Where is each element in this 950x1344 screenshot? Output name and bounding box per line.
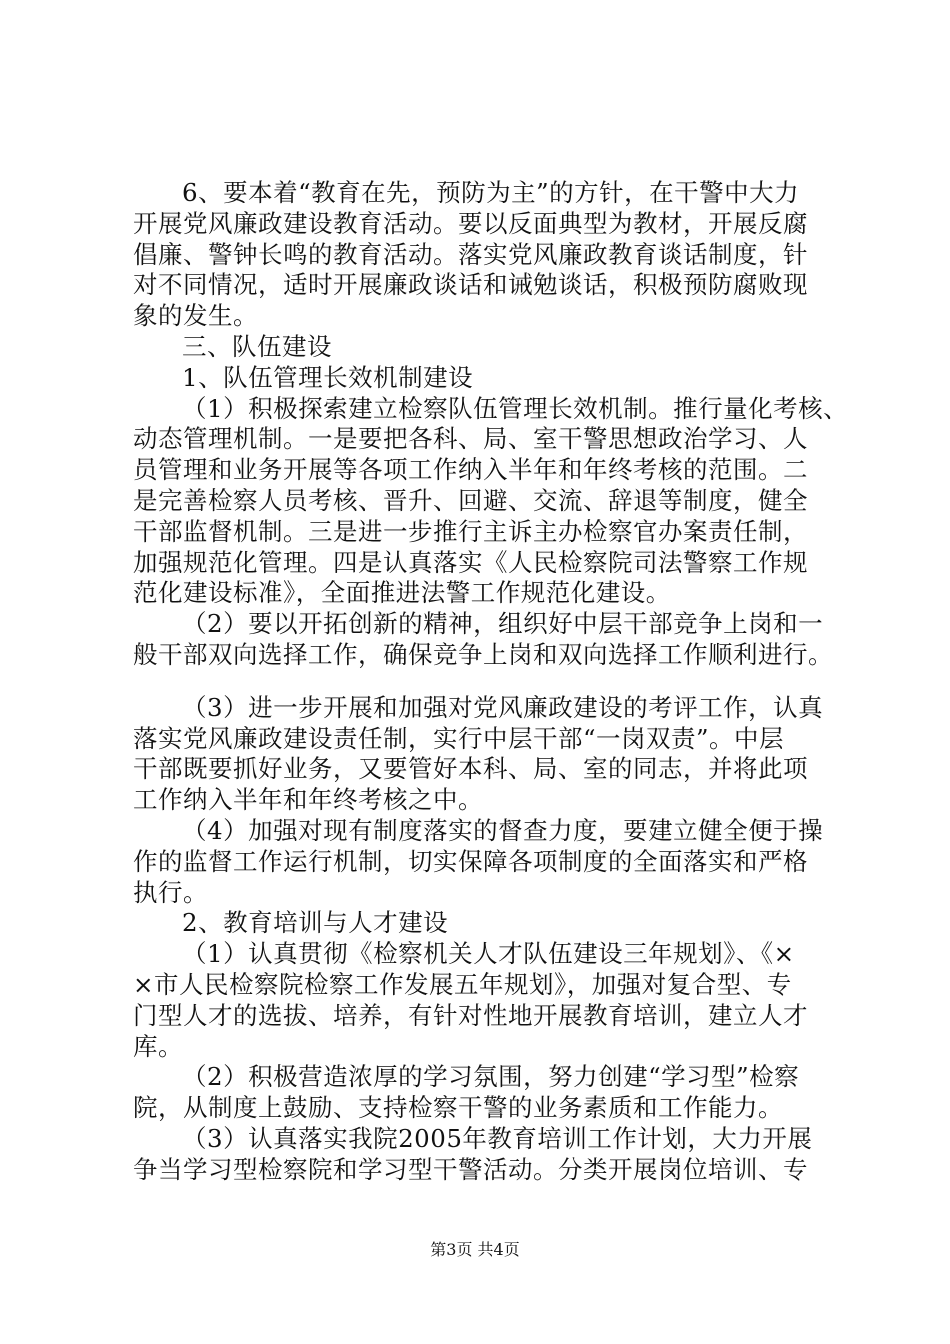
- page-footer: 第3页 共4页: [430, 1240, 520, 1259]
- text-line: （4）加强对现有制度落实的督查力度，要建立健全便于操: [182, 815, 824, 845]
- text-line: 般干部双向选择工作，确保竞争上岗和双向选择工作顺利进行。: [133, 639, 833, 669]
- text-line: ×市人民检察院检察工作发展五年规划》，加强对复合型、专: [133, 969, 792, 999]
- text-line: 落实党风廉政建设责任制，实行中层干部“一岗双责”。中层: [133, 723, 785, 753]
- text-line: 院，从制度上鼓励、支持检察干警的业务素质和工作能力。: [133, 1093, 783, 1123]
- text-line: 争当学习型检察院和学习型干警活动。分类开展岗位培训、专: [133, 1154, 808, 1184]
- text-line: 1、队伍管理长效机制建设: [182, 362, 474, 392]
- text-line: 作的监督工作运行机制，切实保障各项制度的全面落实和严格: [133, 846, 808, 876]
- text-line: 加强规范化管理。四是认真落实《人民检察院司法警察工作规: [133, 547, 808, 577]
- text-line: （3）进一步开展和加强对党风廉政建设的考评工作，认真: [182, 692, 824, 722]
- text-line: （2）要以开拓创新的精神，组织好中层干部竞争上岗和一: [182, 609, 824, 639]
- text-line: （2）积极营造浓厚的学习氛围，努力创建“学习型”检察: [182, 1062, 800, 1092]
- text-line: 是完善检察人员考核、晋升、回避、交流、辞退等制度，健全: [133, 485, 808, 515]
- text-line: 门型人才的选拔、培养，有针对性地开展教育培训，建立人才: [133, 1000, 808, 1030]
- text-line: 6、要本着“教育在先，预防为主”的方针，在干警中大力: [182, 178, 800, 207]
- text-line: 员管理和业务开展等各项工作纳入半年和年终考核的范围。二: [133, 455, 808, 485]
- text-line: 范化建设标准》，全面推进法警工作规范化建设。: [133, 578, 671, 608]
- text-line: 库。: [133, 1031, 183, 1061]
- text-line: （3）认真落实我院2005年教育培训工作计划，大力开展: [182, 1123, 813, 1153]
- text-line: 开展党风廉政建设教育活动。要以反面典型为教材，开展反腐: [133, 208, 808, 238]
- text-line: 动态管理机制。一是要把各科、局、室干警思想政治学习、人: [133, 424, 808, 454]
- text-line: 倡廉、警钟长鸣的教育活动。落实党风廉政教育谈话制度，针: [133, 239, 808, 269]
- text-line: 对不同情况，适时开展廉政谈话和诫勉谈话，积极预防腐败现: [133, 270, 808, 300]
- text-line: 执行。: [133, 877, 208, 907]
- text-line: 2、教育培训与人才建设: [182, 908, 449, 938]
- paragraph-gap: [133, 671, 833, 693]
- text-line: 三、队伍建设: [182, 331, 332, 361]
- text-line: 干部监督机制。三是进一步推行主诉主办检察官办案责任制，: [133, 516, 808, 546]
- text-line: 象的发生。: [133, 301, 258, 331]
- text-line: （1）积极探索建立检察队伍管理长效机制。推行量化考核、: [182, 393, 849, 423]
- document-body: [133, 178, 849, 1186]
- text-line: 干部既要抓好业务，又要管好本科、局、室的同志，并将此项: [133, 754, 808, 784]
- text-line: 工作纳入半年和年终考核之中。: [133, 785, 483, 815]
- text-line: （1）认真贯彻《检察机关人才队伍建设三年规划》、《×: [182, 939, 795, 969]
